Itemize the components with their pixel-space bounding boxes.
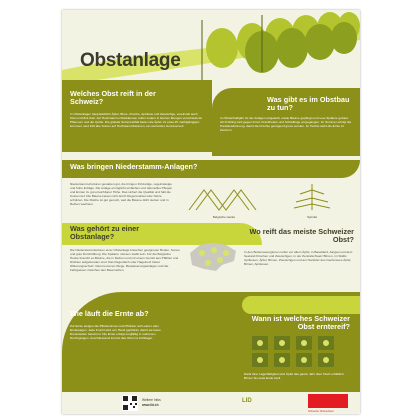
- brand-right-logo: [308, 394, 348, 408]
- fruit-calendar: [252, 336, 334, 367]
- fruit-cell: [318, 336, 334, 350]
- obstbau-tun-text: Im Winterhalbjahr ist der Anlagen eingekeilt, sowie Bäume gepflegt und neue Spaliere gebaut. Ab Frühling wird gegen Frost, Krankheiten und Schädlinge vorgegangen. Im Sommer erfolgt die Handausdünnung, damit die Früchte genügend gross werden. Im Herbst steht die Ernte im Zentrum.: [220, 116, 352, 133]
- lid-logo: LID: [242, 398, 252, 404]
- brand-right-label: Schweizer Obstverband: [308, 410, 334, 413]
- fruit-cell: [318, 353, 334, 367]
- niederstamm-heading: Was bringen Niederstamm-Anlagen?: [70, 162, 198, 171]
- erntereif-heading: Wann ist welches Schweizer Obst erntereif?: [251, 314, 350, 332]
- poster: [62, 10, 360, 414]
- obst-reift-text: In Obstanlagen hauptsächlich Äpfel, Birne, Kirsche, Aprikose und Zwetschge, vereinzelt auch Kiwi und Mini-Kiwi. Auf Hochstamm-Obstbäumen reifen zudem in kleinen Mengen verschiedenst Pflaumen und die Quitte. Die globale Sortenvielfalt bieten die Äpfel: 2x etwa 25 marktgängigen kommen rund 100 alte Sorten auf Hochstammbäumen, ein wertvolles Genreservoir.: [70, 112, 202, 129]
- belgian-hedge-caption: Belgische Hecke: [212, 215, 236, 219]
- more-info-label: Weitere Infos: [142, 398, 161, 402]
- fruit-cell: [296, 353, 312, 367]
- qr-code: [122, 395, 138, 411]
- ernte-text: Zur Ernte steigen die Pflückerinnen und Pflücker auf Leitern oder Erntewagen. Jede Frucht wird von Hand gepflückt, damit sie keine Druckstellen bekommt. Die Ernte erfolgt sorgfältig in mehreren Durchgängen. Anschliessend kommt das Obst ins Kühllager.: [70, 324, 161, 341]
- zone-text: Die Niederstammkulturen einer Obstanlage brauchen geeigneten Boden, Sonne und gute Durchlüftung. Die Spaliere müssen stabil sein. Für die Belgische Hecke braucht es Bäume, die in Reihen und mit einem Gerüst aus Pfählen und Drähten aufgebunden sind. Das Regenfach oder Hagelnetz bietet Witterungsschutz. Dazu kommen Wege, Bewässerungsanlagen und die Fahrgassen zwischen den Baumreihen.: [70, 248, 180, 273]
- fruit-cell: [296, 336, 312, 350]
- wo-reift-text: In den Bodenseeregionen reifen vor allem Äpfel, in Baselland, Aargau und dem Seeland Kirschen und Zwetschgen, in der Zentralschweiz Birnen, im Wallis Aprikosen, Äpfel, Birnen, Zwetschgen und am Nordufer des Genfersees Äpfel, Birnen, Aprikosen.: [244, 250, 353, 267]
- fruit-cell: [274, 336, 290, 350]
- spindle-caption: Spindel: [306, 215, 317, 219]
- ernte-heading: Wie läuft die Ernte ab?: [70, 309, 149, 318]
- belgian-hedge-illustration: [184, 182, 264, 212]
- erntereif-band: [242, 296, 360, 314]
- spindle-illustration: [282, 180, 342, 212]
- switzerland-map: [182, 235, 242, 277]
- erntereif-text: Dank ihrer Lagerfähigkeit sind Äpfel das ganze Jahr über frisch erhältlich. Birnen bis etwa Ende April.: [244, 372, 345, 381]
- obstbau-tun-heading: Was gibt es im Obstbau zu tun?: [267, 95, 350, 113]
- fruit-cell: [274, 353, 290, 367]
- fruit-cell: [252, 336, 268, 350]
- obst-reift-heading: Welches Obst reift in der Schweiz?: [70, 89, 156, 107]
- niederstamm-text: Niederstamm-Kulturen gestatten gut, die bringen frühzeitige, regelmässige und hohe Erträge. Die Anlage ermöglicht einfaches und rationelles Pflegen und Ernten zu gut erreichbarer Höhe. Das sichert die Qualität und hält die Kosten tief. Die Bäume lassen sich durch Regenmäntel oder Netze schützen. Die Fläche ist gut genutzt, weil die Bäume dicht stehen und in Reihen wachsen.: [70, 182, 173, 207]
- page-title: Obstanlage: [80, 50, 181, 71]
- zone-heading: Was gehört zu einer Obstanlage?: [70, 224, 140, 242]
- wo-reift-heading: Wo reift das meiste Schweizer Obst?: [249, 227, 354, 245]
- lid-url: www.lid.ch: [142, 403, 159, 407]
- fruit-cell: [252, 353, 268, 367]
